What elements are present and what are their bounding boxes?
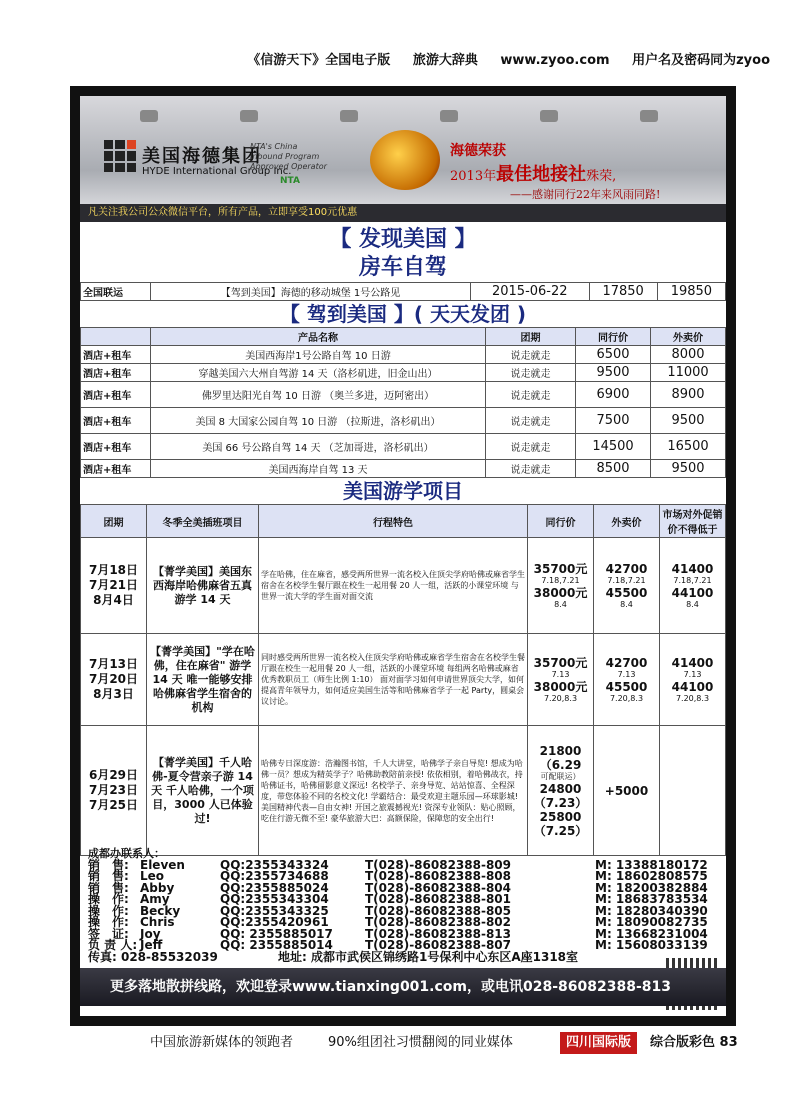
footer-slogan: 中国旅游新媒体的领跑者 — [150, 1035, 294, 1050]
spotlight-icon — [240, 110, 258, 122]
rv-section — [80, 226, 726, 301]
study-table — [80, 504, 726, 856]
spotlight-icon — [440, 110, 458, 122]
list-item: 操 作: Chris QQ:2355420961 T(028)-86082388-802 M: 18090082735 — [88, 915, 708, 929]
award-line: 海德荣获 — [450, 143, 506, 159]
drive-section — [80, 301, 726, 478]
rv-table — [80, 282, 726, 301]
ad-content — [80, 96, 726, 1016]
page-footer — [0, 1032, 800, 1054]
award-title: 2013年最佳地接社殊荣, — [450, 164, 617, 185]
footer-tagline: 90%组团社习惯翻阅的同业媒体 — [328, 1035, 513, 1050]
company-header — [80, 96, 726, 222]
list-item: 操 作: Amy QQ:2355343304 T(028)-86082388-801 M: 18683783534 — [88, 892, 708, 906]
dictionary-label: 旅游大辞典 — [412, 53, 478, 68]
spotlight-icon — [340, 110, 358, 122]
company-logo-icon — [104, 140, 136, 172]
table-header: 产品名称 团期 同行价 外卖价 — [81, 328, 726, 346]
nta-text: NTA's China Inbound Program Approved Operator — [250, 142, 327, 171]
table-row: 酒店+租车 美国西海岸1号公路自驾 10 日游 说走就走 6500 8000 — [81, 346, 726, 364]
rv-title: 【 发现美国 】 — [329, 227, 477, 252]
publication-title: 《信游天下》全国电子版 — [247, 53, 391, 68]
spotlight-icon — [540, 110, 558, 122]
list-item: 签 证: Joy QQ: 2355885017 T(028)-86082388-813 M: 13668231004 — [88, 926, 708, 941]
contact-list — [88, 848, 718, 963]
footer-cta[interactable]: 更多落地散拼线路，欢迎登录www.tianxing001.com，或电讯028-86082388-813 — [80, 968, 726, 1006]
list-item: 负 责 人: Jeff QQ: 2355885014 T(028)-86082388-807 M: 15608033139 — [88, 938, 708, 952]
rv-subtitle: 房车自驾 — [358, 255, 447, 280]
list-item: 销 售: Eleven QQ:2355343324 T(028)-86082388-809 M: 13388180172 — [88, 857, 708, 872]
table-header: 团期 冬季全美插班项目 行程特色 同行价 外卖价 市场对外促销价不得低于 — [81, 505, 726, 538]
ad-frame — [70, 86, 736, 1026]
nta-badge: NTA — [280, 176, 300, 186]
contact-title: 成都办联系人： — [88, 847, 165, 860]
website-link[interactable]: www.zyoo.com — [500, 53, 610, 68]
table-row: 酒店+租车 美国西海岸自驾 13 天 说走就走 8500 9500 — [81, 460, 726, 478]
table-row: 全国联运 【驾到美国】海德的移动城堡 1号公路见 2015-06-22 17850 19850 — [81, 283, 726, 301]
study-section — [80, 478, 726, 856]
list-item: 操 作: Becky QQ:2355343325 T(028)-86082388-805 M: 18280340390 — [88, 903, 708, 918]
company-name-en: HYDE International Group Inc. — [142, 166, 292, 177]
study-title: 美国游学项目 — [343, 479, 463, 503]
list-item: 销 售: Leo QQ:2355734688 T(028)-86082388-808 M: 18602808575 — [88, 869, 708, 883]
table-row: 6月29日 7月23日 7月25日 【菁学美国】千人哈佛-夏令营亲子游 14 天 千人哈佛，一个项目，3000 人已体验过! 哈佛专日深度游：浩瀚图书馆，千人大讲堂，哈佛学子亲自导览! 想成为哈佛一员？想成为精英学子？哈佛助教陪前亲授! 依依相别，着哈佛战衣，持哈佛证书，哈佛留影意义深远! 名校学子、亲身导览、站站惊喜、全程深度，带您体验不同的名校文化! 学霸结合：最受欢迎主题乐园—环球影城! 美国精神代表—自由女神! 开国之旅震撼视光! 资深专业领队：贴心照顾，吃住行游无微不至! 豪华旅游大巴：高额保险，保障您的安全出行! 21800 （6.29 可配联运） 24800 （7.23） 25800 （7.25） +5000 — [81, 726, 726, 856]
table-row: 酒店+租车 佛罗里达阳光自驾 10 日游 （奥兰多进，迈阿密出） 说走就走 6900 8900 — [81, 382, 726, 408]
login-hint: 用户名及密码同为zyoo — [632, 53, 770, 68]
drive-title: 【 驾到美国 】( 天天发团 ) — [279, 302, 527, 326]
list-item: 销 售: Abby QQ:2355885024 T(028)-86082388-804 M: 18200382884 — [88, 880, 708, 895]
fax-address: 传真: 028-85532039 地址: 成都市武侯区锦绣路1号保利中心东区A座1318室 — [88, 949, 579, 964]
edition-badge: 四川国际版 — [560, 1032, 637, 1054]
spotlight-icon — [640, 110, 658, 122]
table-row: 酒店+租车 美国 8 大国家公园自驾 10 日游 （拉斯进，洛杉矶出） 说走就走 7500 9500 — [81, 408, 726, 434]
spotlight-icon — [140, 110, 158, 122]
table-row: 酒店+租车 穿越美国六大州自驾游 14 天（洛杉矶进，旧金山出） 说走就走 9500 11000 — [81, 364, 726, 382]
wechat-promo: 凡关注我公司公众微信平台，所有产品，立即享受100元优惠 — [80, 204, 726, 222]
page-section: 综合版彩色 83 — [650, 1035, 738, 1050]
table-row: 7月18日 7月21日 8月4日 【菁学美国】美国东西海岸哈佛麻省五真游学 14 天 学在哈佛，住在麻省，感受两所世界一流名校入住顶尖学府哈佛或麻省学生宿舍在名校学生餐厅跟在校生一起用餐 20 人一组，活跃的小课堂环境 与世界一流大学的学生面对面交流 35700元 7.18,7.21 38000元 8.4 42700 7.18,7.21 45500 8.4 41400 7.18,7.21 44100 8.4 — [81, 538, 726, 634]
table-row: 酒店+租车 美国 66 号公路自驾 14 天 （芝加哥进，洛杉矶出） 说走就走 14500 16500 — [81, 434, 726, 460]
company-name: 美国海德集团 — [142, 146, 262, 167]
drive-table — [80, 327, 726, 478]
top-banner — [0, 48, 800, 74]
award-thanks: ——感谢同行22年来风雨同路! — [510, 188, 661, 201]
trophy-icon — [370, 130, 440, 190]
table-row: 7月13日 7月20日 8月3日 【菁学美国】"学在哈佛，住在麻省" 游学 14 天 唯一能够安排哈佛麻省学生宿舍的机构 同时感受两所世界一流名校入住顶尖学府哈佛或麻省学生宿舍在名校学生餐厅跟在校生一起用餐 20 人一组，活跃的小课堂环境 每组两名哈佛或麻省优秀教职员工（师生比例 1:10） 面对面学习如何申请世界顶尖大学，如何提高青年领导力，如何适应美国生活等和哈佛麻省学子一起 Party，圆桌会议讨论。 35700元 7.13 38000元 7.20,8.3 42700 7.13 45500 7.20,8.3 41400 7.13 44100 7.20,8.3 — [81, 634, 726, 726]
